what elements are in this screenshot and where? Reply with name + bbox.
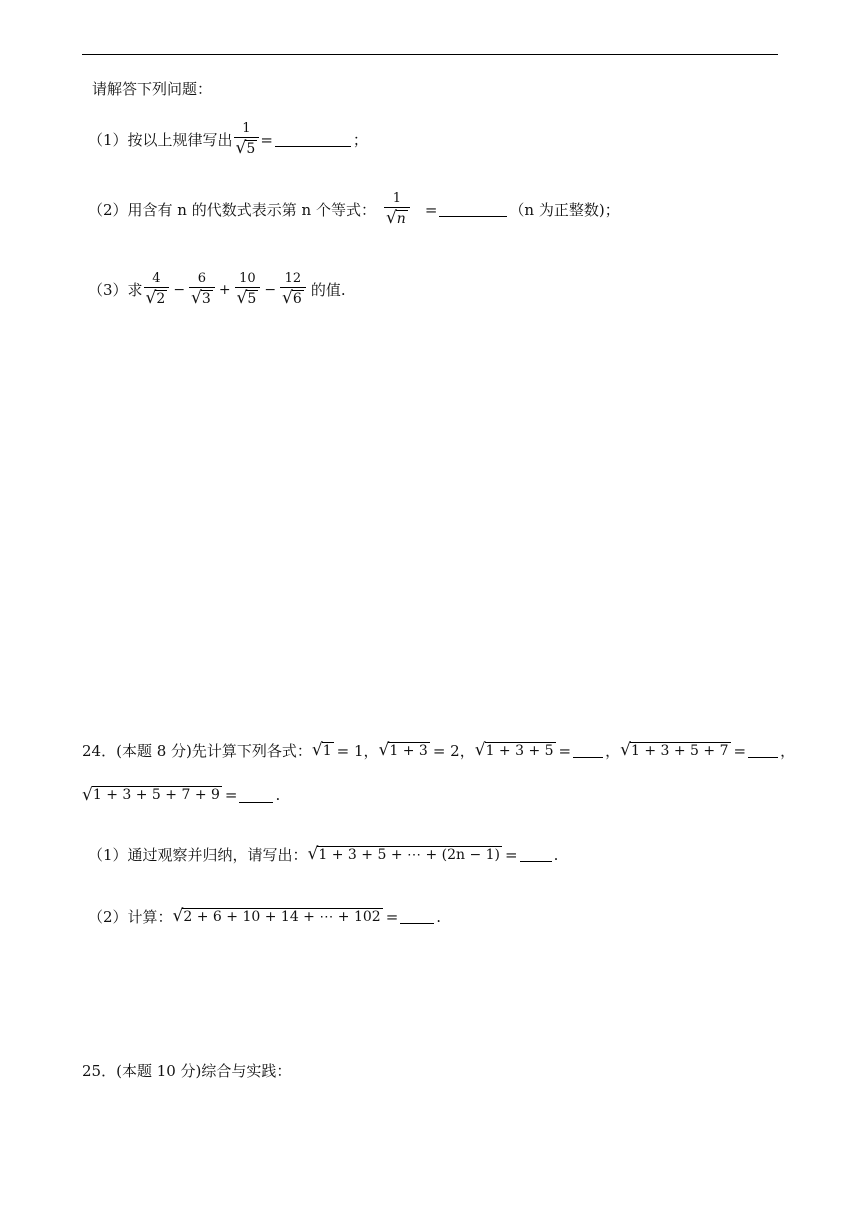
answer-blank[interactable] xyxy=(520,847,552,862)
answer-blank[interactable] xyxy=(239,788,273,803)
sqrt-icon: √ xyxy=(191,288,202,309)
fraction-1-over-sqrtn: 1 √ n xyxy=(384,192,410,227)
intro-line xyxy=(92,78,212,99)
q23-part2: （2）用含有 n 的代数式表示第 n 个等式： 1 √ n = （n 为正整数)； xyxy=(88,191,620,229)
sqrt-expression: √ 1 + 3 + 5 + 7 + 9 xyxy=(82,784,220,805)
answer-blank[interactable] xyxy=(439,202,507,217)
q25-heading: 25．(本题 10 分)综合与实践： xyxy=(82,1062,292,1080)
q23-part1-label: （1）按以上规律写出 xyxy=(88,131,233,150)
q24-heading: 24．(本题 8 分)先计算下列各式： xyxy=(82,742,312,760)
sqrt-icon: √ xyxy=(378,740,390,761)
q24-part2: （2）计算： √ 2 + 6 + 10 + 14 + ⋯ + 102 = . xyxy=(88,906,442,927)
sqrt-icon: √ xyxy=(474,740,486,761)
sqrt-icon: √ xyxy=(82,784,93,805)
sqrt-icon: √ xyxy=(311,740,323,761)
fraction-term: 12 √ 6 xyxy=(280,272,306,307)
sqrt-expression: √ 1 xyxy=(311,740,332,761)
sqrt-expression: √ 1 + 3 xyxy=(378,740,428,761)
answer-blank[interactable] xyxy=(573,743,603,758)
sqrt-expression: √ 1 + 3 + 5 xyxy=(474,740,554,761)
sqrt-icon: √ xyxy=(307,844,319,865)
fraction-1-over-sqrt5: 1 √ 5 xyxy=(234,122,260,157)
q23-part3: （3）求 4 √ 2 − 6 √ 3 + 10 √ 5 − 12 √ 6 的值. xyxy=(88,271,346,309)
sqrt-icon: √ xyxy=(145,288,157,309)
fraction-term: 6 √ 3 xyxy=(189,272,215,307)
sqrt-expression: √ 1 + 3 + 5 + ⋯ + (2n − 1) xyxy=(307,844,501,865)
answer-blank[interactable] xyxy=(400,909,434,924)
sqrt-icon: √ xyxy=(282,288,293,309)
q24-part2-label: （2）计算： xyxy=(88,908,173,926)
sqrt-icon: √ xyxy=(235,138,247,159)
fraction-term: 4 √ 2 xyxy=(144,272,170,307)
q23-part2-label: （2）用含有 n 的代数式表示第 n 个等式： xyxy=(88,201,376,220)
answer-blank[interactable] xyxy=(748,743,778,758)
q24-line2: √ 1 + 3 + 5 + 7 + 9 = . xyxy=(82,784,281,805)
sqrt-expression: √ 1 + 3 + 5 + 7 xyxy=(620,740,729,761)
q24-line1: 24．(本题 8 分)先计算下列各式： √ 1 = 1， √ 1 + 3 = 2， √ 1 + 3 + 5 = ， √ 1 + 3 + 5 + 7 = ， xyxy=(82,740,796,761)
answer-blank[interactable] xyxy=(275,132,351,147)
intro-text: 请解答下列问题： xyxy=(92,80,213,98)
sqrt-expression: √ 2 + 6 + 10 + 14 + ⋯ + 102 xyxy=(172,906,381,927)
q24-part1: （1）通过观察并归纳，请写出： √ 1 + 3 + 5 + ⋯ + (2n − 1) = . xyxy=(88,844,559,865)
sqrt-icon: √ xyxy=(385,208,397,229)
q23-part3-label: （3）求 xyxy=(88,281,143,300)
sqrt-icon: √ xyxy=(620,740,631,761)
sqrt-icon: √ xyxy=(236,288,248,309)
fraction-term: 10 √ 5 xyxy=(235,272,261,307)
header-rule xyxy=(82,54,778,55)
q24-part1-label: （1）通过观察并归纳，请写出： xyxy=(88,846,308,864)
sqrt-icon: √ xyxy=(172,906,184,927)
q23-part1: （1）按以上规律写出 1 √ 5 = ； xyxy=(88,121,368,159)
q25-line xyxy=(82,1060,291,1081)
